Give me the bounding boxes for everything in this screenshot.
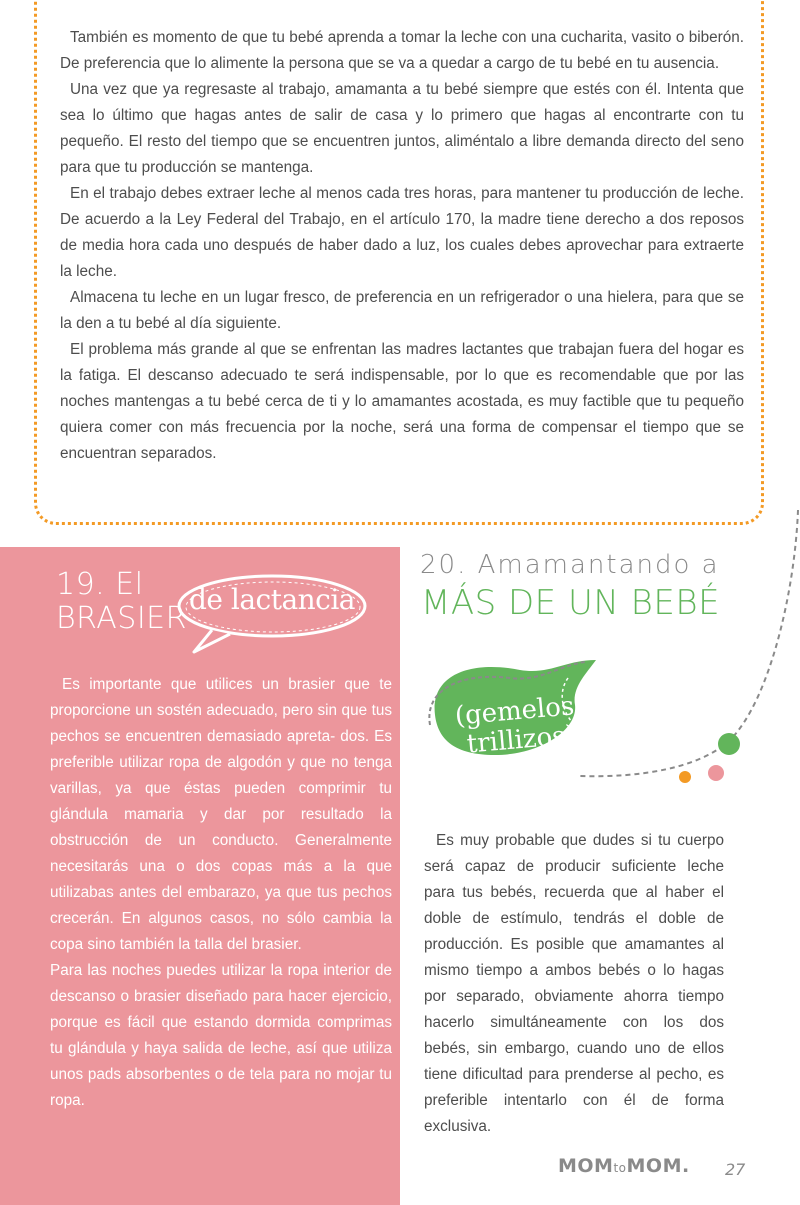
- section-20-heading-line2: MÁS DE UN BEBÉ: [421, 583, 721, 623]
- badge-line: trillizos): [465, 720, 577, 760]
- brasier-text-block: [50, 672, 392, 1114]
- paragraph: En el trabajo debes extraer leche al menos cada tres horas, para mantener tu producción de leche. De acuerdo a la Ley Federal del Trabajo, en el artículo 170, la madre tiene derecho a dos reposos de media hora cada uno después de haber dado a luz, los cuales debes aprovechar para extraerte la leche.: [60, 185, 744, 280]
- badge-line: (gemelos,: [453, 690, 584, 732]
- paragraph: El problema más grande al que se enfrentan las madres lactantes que trabajan fuera del hogar es la fatiga. El descanso adecuado te será indispensable, por lo que es recomendable que por las noches mantengas a tu bebé cerca de ti y lo amamantes acostada, es muy factible que tu pequeño quiera comer con más frecuencia por la noche, será una forma de compensar el tiempo que se encuentran separados.: [60, 341, 744, 462]
- paragraph: También es momento de que tu bebé aprenda a tomar la leche con una cucharita, vasito o biberón. De preferencia que lo alimente la persona que se va a quedar a cargo de tu bebé en tu ausencia.: [60, 29, 744, 72]
- heading-line: 19. El: [56, 567, 144, 602]
- brand-logo: [558, 1155, 690, 1177]
- paragraph: Para las noches puedes utilizar la ropa interior de descanso o brasier diseñado para hacer ejercicio, porque es fácil que estando dormida comprimas tu glándula y haya salida de leche, así que utiliza unos pads absorbentes o de tela para no mojar tu ropa.: [50, 962, 392, 1109]
- top-text-block: [60, 25, 744, 467]
- paragraph: Una vez que ya regresaste al trabajo, amamanta a tu bebé siempre que estés con él. Intenta que sea lo último que hagas antes de salir de casa y lo primero que hagas al encontrarte con tu pequeño. El resto del tiempo que se encuentren juntos, aliméntalo a libre demanda directo del seno para que tu producción se mantenga.: [60, 81, 744, 176]
- page-number: 27: [725, 1160, 746, 1179]
- paragraph: Es importante que utilices un brasier que te proporcione un sostén adecuado, pero sin que tus pechos se encuentren demasiado apreta- dos. Es preferible utilizar ropa de algodón y que no tenga varillas, ya que éstas pueden comprimir tu glándula mamaria y dar por resultado la obstrucción de un conducto. Generalmente necesitarás una o dos copas más a la que utilizabas antes del embarazo, ya que tus pechos crecerán. En algunos casos, no sólo cambia la copa sino también la talla del brasier.: [50, 676, 392, 953]
- badge-label: de lactancia: [188, 583, 356, 616]
- multiples-text-block: [424, 828, 724, 1140]
- paragraph: Es muy probable que dudes si tu cuerpo será capaz de producir suficiente leche para tus bebés, recuerda que al haber el doble de estímulo, tendrás el doble de producción. Es posible que amamantes al mismo tiempo a ambos bebés o lo hagas por separado, obviamente ahorra tiempo hacerlo simultáneamente con los dos bebés, sin embargo, cuando uno de ellos tiene dificultad para prenderse al pecho, es preferible intentarlo con él de forma exclusiva.: [424, 832, 724, 1135]
- heading-line: BRASIER: [56, 601, 187, 636]
- brand-part: to: [613, 1161, 627, 1175]
- section-20-heading-line1: 20. Amamantando a: [420, 550, 720, 580]
- section-19-heading: [56, 568, 187, 636]
- paragraph: Almacena tu leche en un lugar fresco, de preferencia en un refrigerador o una hielera, para que se la den a tu bebé al día siguiente.: [60, 289, 744, 332]
- brand-part: MOM: [558, 1155, 614, 1177]
- brand-part: MOM.: [626, 1155, 690, 1177]
